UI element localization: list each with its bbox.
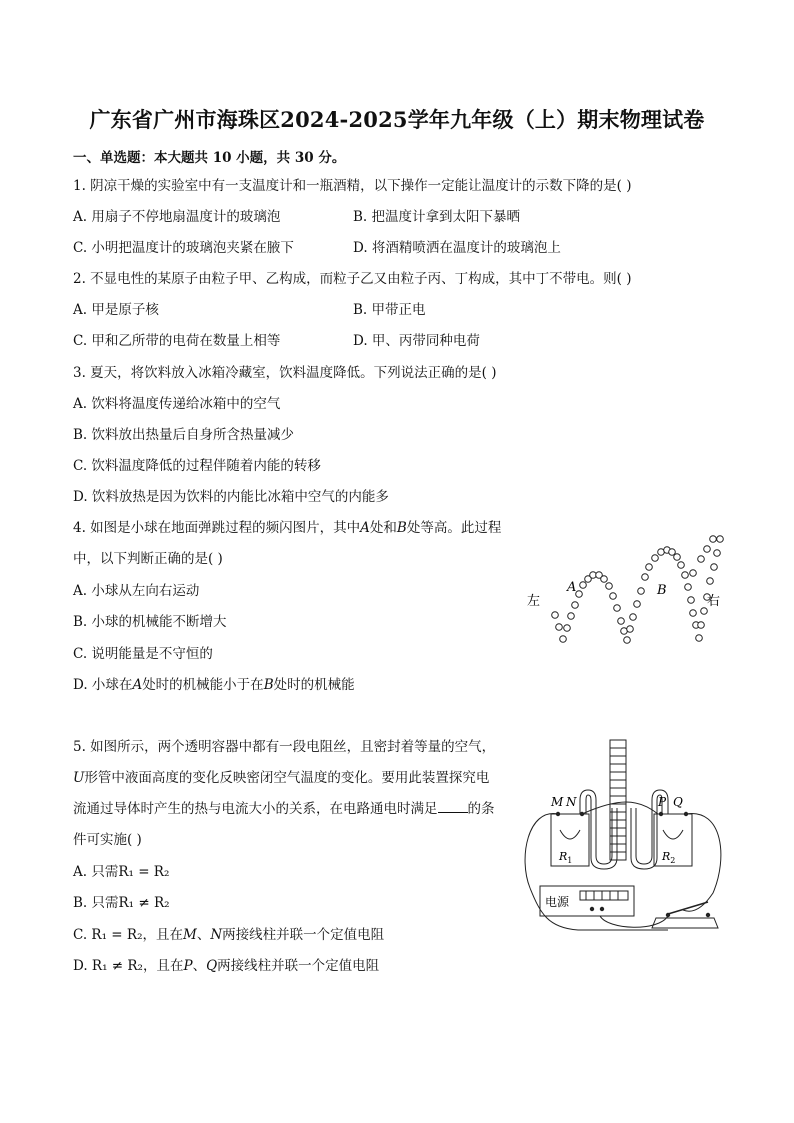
terminal-p: P [658, 795, 667, 809]
ball-dot [698, 556, 705, 563]
ball-dot [674, 554, 681, 561]
ball-dot [688, 597, 695, 604]
q1-option-a: A. 用扇子不停地扇温度计的玻璃泡 [73, 209, 281, 225]
q5-option-a: A. 只需R₁ = R₂ [73, 864, 170, 880]
q4-stem-cont: 中，以下判断正确的是( ) [73, 551, 223, 567]
ball-dot [627, 626, 634, 633]
label-r2: $R_2$ [662, 850, 676, 865]
q3-stem: 3. 夏天，将饮料放入冰箱冷藏室，饮料温度降低。下列说法正确的是( ) [73, 365, 497, 381]
ball-dot [614, 605, 621, 612]
ball-dot [568, 613, 575, 620]
ball-dot [564, 625, 571, 632]
terminal-n: N [566, 795, 577, 809]
ball-dot [710, 536, 717, 543]
ball-dot [690, 610, 697, 617]
q5-stem: 5. 如图所示，两个透明容器中都有一段电阻丝，且密封着等量的空气， U形管中液面高度的变化反映密闭空气温度的变化。要用此装置探究电 流通过导体时产生的热与电流大小的关系，在电路通电时满足 的条 件可实施( ) [73, 739, 496, 848]
q1-option-d: D. 将酒精喷洒在温度计的玻璃泡上 [353, 240, 561, 256]
bouncing-ball-figure [515, 515, 730, 655]
q4-stem: 4. 如图是小球在地面弹跳过程的频闪图片，其中A处和B处等高。此过程 [73, 520, 502, 536]
q2-stem: 2. 不显电性的某原子由粒子甲、乙构成，而粒子乙又由粒子丙、丁构成，其中丁不带电。则( ) [73, 271, 632, 287]
page-title: 广东省广州市海珠区2024-2025学年九年级（上）期末物理试卷 [89, 107, 705, 132]
ball-dot [601, 576, 608, 583]
q5-option-d: D. R₁ ≠ R₂，且在P、Q两接线柱并联一个定值电阻 [73, 958, 380, 974]
q4-option-b: B. 小球的机械能不断增大 [73, 614, 227, 630]
ball-positions [552, 536, 724, 644]
ball-dot [717, 536, 724, 543]
ball-dot [646, 564, 653, 571]
ball-dot [714, 550, 721, 557]
q3-option-a: A. 饮料将温度传递给冰箱中的空气 [73, 396, 281, 412]
ball-dot [698, 622, 705, 629]
wire-right-loop [683, 814, 721, 912]
q3-option-d: D. 饮料放热是因为饮料的内能比冰箱中空气的内能多 [73, 489, 389, 505]
q3-option-b: B. 饮料放出热量后自身所含热量减少 [73, 427, 295, 443]
ball-dot [682, 572, 689, 579]
label-a: A [567, 580, 577, 595]
ball-dot [556, 624, 563, 631]
answer-blank [438, 798, 468, 813]
ball-dot [690, 570, 697, 577]
q4-option-a: A. 小球从左向右运动 [73, 583, 200, 599]
ball-dot [618, 618, 625, 625]
switch-base [652, 918, 718, 928]
label-right: 右 [707, 594, 721, 609]
section-heading: 一、单选题：本大题共 10 小题，共 30 分。 [73, 150, 346, 166]
q1-option-c: C. 小明把温度计的玻璃泡夹紧在腋下 [73, 240, 294, 256]
ball-dot [638, 588, 645, 595]
wire-left-loop [525, 814, 668, 930]
label-b: B [657, 583, 667, 598]
q5-option-c: C. R₁ = R₂，且在M、N两接线柱并联一个定值电阻 [73, 927, 385, 943]
ball-dot [630, 614, 637, 621]
switch-lever [668, 902, 708, 914]
ball-dot [580, 582, 587, 589]
q3-option-c: C. 饮料温度降低的过程伴随着内能的转移 [73, 458, 321, 474]
ball-dot [652, 555, 659, 562]
q2-option-a: A. 甲是原子核 [73, 302, 159, 318]
q2-option-c: C. 甲和乙所带的电荷在数量上相等 [73, 333, 281, 349]
ball-dot [704, 546, 711, 553]
ball-dot [707, 578, 714, 585]
terminal-m: M [551, 795, 564, 809]
q4-option-d: D. 小球在A处时的机械能小于在B处时的机械能 [73, 677, 355, 693]
ball-dot [576, 591, 583, 598]
power-supply-label: 电源 [545, 895, 570, 909]
q2-option-b: B. 甲带正电 [353, 302, 426, 318]
ball-dot [642, 574, 649, 581]
ball-dot [560, 636, 567, 643]
ball-dot [572, 602, 579, 609]
ball-dot [669, 549, 676, 556]
ball-dot [711, 564, 718, 571]
ball-dot [634, 601, 641, 608]
ball-dot [552, 612, 559, 619]
ball-dot [696, 635, 703, 642]
label-r1: $R_1$ [559, 850, 573, 865]
q1-option-b: B. 把温度计拿到太阳下暴晒 [353, 209, 521, 225]
resistor-r1 [560, 830, 580, 839]
resistor-r2 [663, 830, 683, 839]
q5-option-b: B. 只需R₁ ≠ R₂ [73, 895, 170, 911]
ball-dot [685, 584, 692, 591]
ball-dot [610, 593, 617, 600]
u-tube-left [580, 790, 612, 864]
joule-heat-apparatus-figure [518, 738, 730, 938]
q4-option-c: C. 说明能量是不守恒的 [73, 646, 213, 662]
ball-dot [624, 637, 631, 644]
ball-dot [678, 562, 685, 569]
terminal-q: Q [673, 795, 683, 809]
ball-dot [606, 583, 613, 590]
label-left: 左 [527, 594, 541, 609]
q2-option-d: D. 甲、丙带同种电荷 [353, 333, 480, 349]
q1-stem: 1. 阴凉干燥的实验室中有一支温度计和一瓶酒精，以下操作一定能让温度计的示数下降的是( ) [73, 178, 632, 194]
